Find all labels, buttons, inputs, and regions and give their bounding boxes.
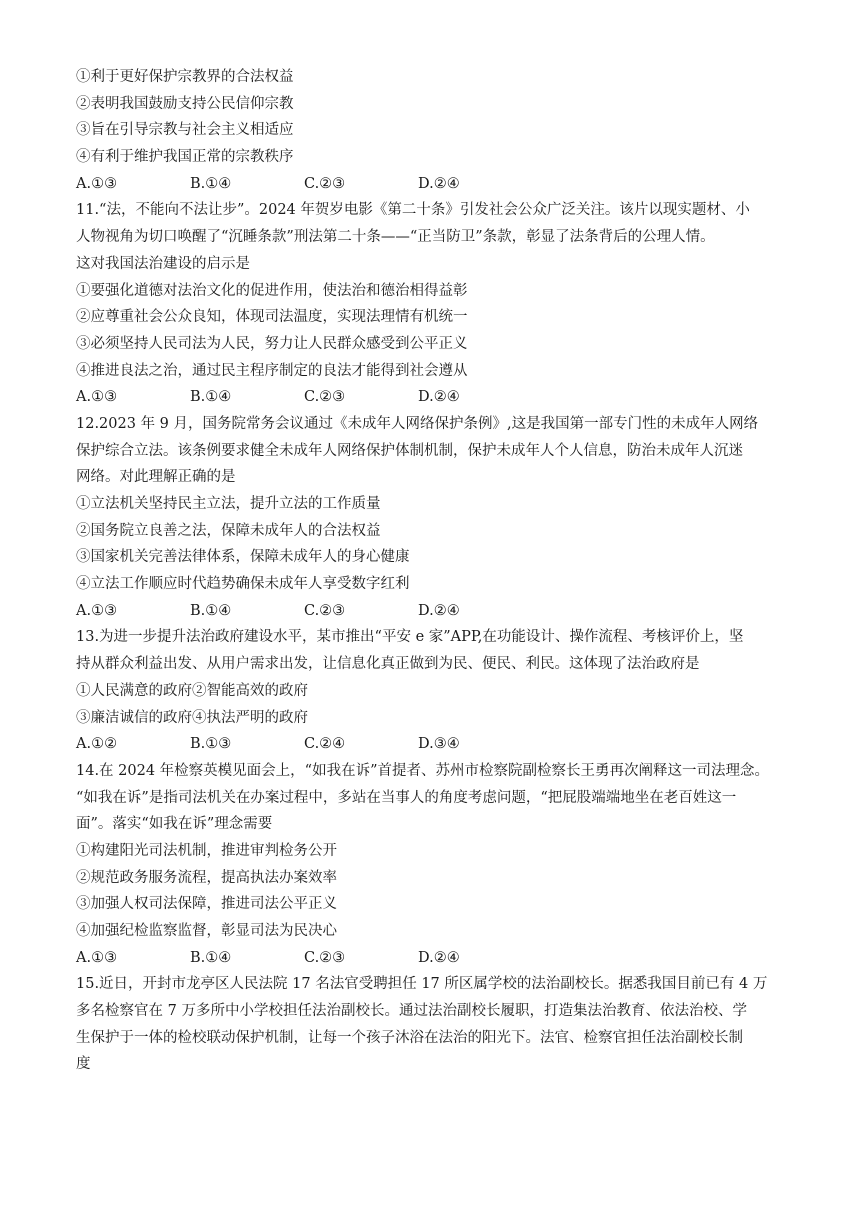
- choice-item: ④推进良法之治，通过民主程序制定的良法才能得到社会遵从: [76, 362, 468, 379]
- question-stem-line: 13.为进一步提升法治政府建设水平，某市推出“平安 e 家”APP,在功能设计、操作流程、考核评价上，坚: [76, 629, 744, 646]
- option-b: B.①④: [190, 175, 232, 192]
- option-a: A.①③: [76, 949, 118, 966]
- option-c: C.②③: [304, 602, 346, 619]
- question-stem-line: 保护综合立法。该条例要求健全未成年人网络保护体制机制，保护未成年人个人信息，防治未成年人沉迷: [76, 442, 743, 459]
- answer-options: [76, 384, 786, 411]
- option-a: A.①③: [76, 602, 118, 619]
- choice-item: ③国家机关完善法律体系，保障未成年人的身心健康: [76, 549, 410, 566]
- question-stem-line: 网络。对此理解正确的是: [76, 469, 236, 486]
- choice-item: ①构建阳光司法机制，推进审判检务公开: [76, 842, 337, 859]
- choice-item: ②表明我国鼓励支持公民信仰宗教: [76, 95, 294, 112]
- option-d: D.②④: [418, 175, 460, 192]
- choice-item: ④立法工作顺应时代趋势确保未成年人享受数字红利: [76, 576, 410, 593]
- option-a: A.①③: [76, 175, 118, 192]
- question-stem-line: 11.“法，不能向不法让步”。2024 年贺岁电影《第二十条》引发社会公众广泛关注。该片以现实题材、小: [76, 202, 750, 219]
- question-stem-line: 人物视角为切口唤醒了“沉睡条款”刑法第二十条——“正当防卫”条款，彰显了法条背后的公理人情。: [76, 229, 715, 246]
- choice-item: ③旨在引导宗教与社会主义相适应: [76, 122, 294, 139]
- exam-page: [76, 64, 786, 1078]
- question-stem-line: 12.2023 年 9 月，国务院常务会议通过《未成年人网络保护条例》,这是我国第一部专门性的未成年人网络: [76, 415, 759, 432]
- option-d: D.②④: [418, 949, 460, 966]
- question-stem-line: 面”。落实“如我在诉”理念需要: [76, 816, 273, 833]
- option-c: C.②③: [304, 175, 346, 192]
- answer-options: [76, 598, 786, 625]
- option-b: B.①③: [190, 736, 232, 753]
- answer-options: [76, 945, 786, 972]
- choice-item: ③廉洁诚信的政府④执法严明的政府: [76, 709, 308, 726]
- choice-item: ④有利于维护我国正常的宗教秩序: [76, 149, 294, 166]
- choice-item: ②应尊重社会公众良知，体现司法温度，实现法理情有机统一: [76, 309, 468, 326]
- choice-item: ②国务院立良善之法，保障未成年人的合法权益: [76, 522, 381, 539]
- choice-item: ③必须坚持人民司法为人民，努力让人民群众感受到公平正义: [76, 335, 468, 352]
- choice-item: ①利于更好保护宗教界的合法权益: [76, 69, 294, 85]
- question-stem-line: 持从群众利益出发、从用户需求出发，让信息化真正做到为民、便民、利民。这体现了法治政府是: [76, 656, 700, 673]
- answer-options: [76, 731, 786, 758]
- option-c: C.②③: [304, 949, 346, 966]
- choice-item: ①人民满意的政府②智能高效的政府: [76, 682, 308, 699]
- question-stem-line: 生保护于一体的检校联动保护机制，让每一个孩子沐浴在法治的阳光下。法官、检察官担任法治副校长制: [76, 1029, 743, 1046]
- option-b: B.①④: [190, 389, 232, 406]
- choice-item: ④加强纪检监察监督，彰显司法为民决心: [76, 923, 337, 939]
- choice-item: ②规范政务服务流程，提高执法办案效率: [76, 869, 337, 886]
- option-d: D.③④: [418, 736, 460, 753]
- question-13: [76, 624, 786, 757]
- option-a: A.①②: [76, 736, 118, 753]
- question-stem-line: “如我在诉”是指司法机关在办案过程中，多站在当事人的角度考虑问题，“把屁股端端地坐在老百姓这一: [76, 789, 737, 806]
- question-stem-line: 度: [76, 1056, 91, 1073]
- option-b: B.①④: [190, 602, 232, 619]
- option-c: C.②④: [304, 736, 346, 753]
- option-b: B.①④: [190, 949, 232, 966]
- choice-item: ①立法机关坚持民主立法，提升立法的工作质量: [76, 496, 381, 512]
- question-stem-line: 多名检察官在 7 万多所中小学校担任法治副校长。通过法治副校长履职，打造集法治教育、依法治校、学: [76, 1003, 747, 1020]
- choice-item: ③加强人权司法保障，推进司法公平正义: [76, 896, 337, 913]
- question-12: [76, 411, 786, 625]
- choice-item: ①要强化道德对法治文化的促进作用，使法治和德治相得益彰: [76, 282, 468, 299]
- option-a: A.①③: [76, 389, 118, 406]
- option-c: C.②③: [304, 389, 346, 406]
- question-15: [76, 971, 786, 1078]
- option-d: D.②④: [418, 389, 460, 406]
- question-10: [76, 64, 786, 197]
- question-stem-line: 14.在 2024 年检察英模见面会上，“如我在诉”首提者、苏州市检察院副检察长王勇再次阐释这一司法理念。: [76, 762, 770, 779]
- question-stem-line: 这对我国法治建设的启示是: [76, 255, 250, 272]
- question-stem-line: 15.近日，开封市龙亭区人民法院 17 名法官受聘担任 17 所区属学校的法治副校长。据悉我国目前已有 4 万: [76, 976, 768, 993]
- question-11: [76, 197, 786, 411]
- answer-options: [76, 171, 786, 198]
- option-d: D.②④: [418, 602, 460, 619]
- question-14: [76, 758, 786, 972]
